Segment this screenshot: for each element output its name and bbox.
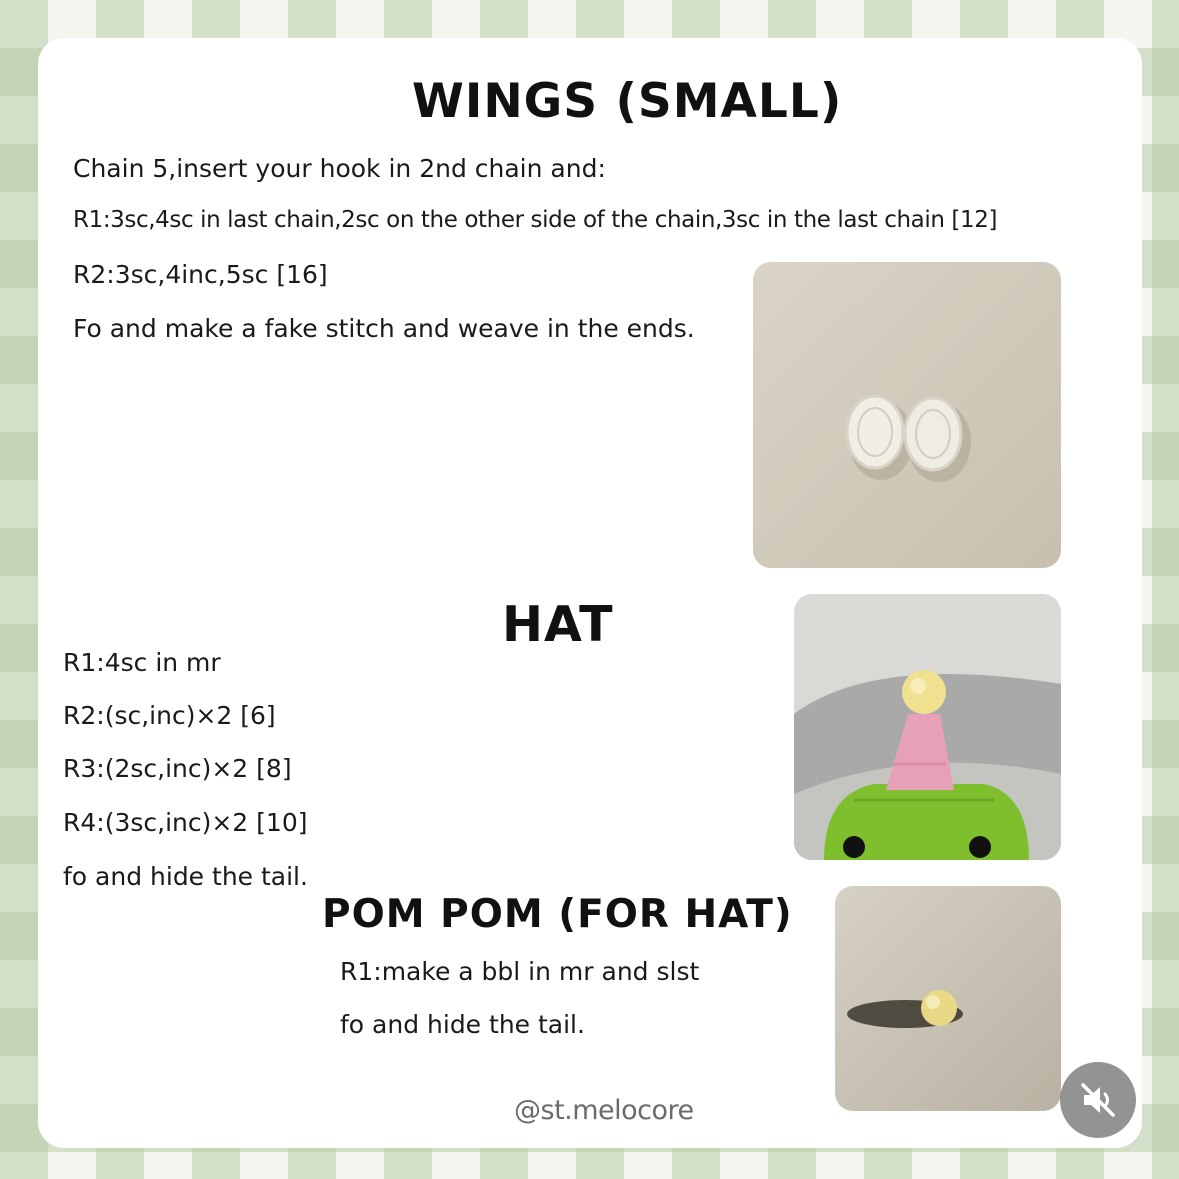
hat-photo-image bbox=[794, 594, 1061, 860]
wings-line-4: Fo and make a fake stitch and weave in the ends. bbox=[73, 314, 695, 343]
pompom-line-2: fo and hide the tail. bbox=[340, 1010, 585, 1039]
pompom-photo-image bbox=[835, 886, 1061, 1111]
hat-heading: HAT bbox=[502, 596, 614, 653]
pompom-heading: POM POM (FOR HAT) bbox=[322, 892, 793, 937]
credit-handle: @st.melocore bbox=[514, 1095, 694, 1126]
pompom-line-1: R1:make a bbl in mr and slst bbox=[340, 957, 700, 986]
pompom-photo bbox=[835, 886, 1061, 1111]
speaker-muted-icon bbox=[1078, 1080, 1118, 1120]
hat-line-3: R3:(2sc,inc)×2 [8] bbox=[63, 754, 292, 783]
hat-line-2: R2:(sc,inc)×2 [6] bbox=[63, 701, 276, 730]
wings-line-2: R1:3sc,4sc in last chain,2sc on the other side of the chain,3sc in the last chain [12] bbox=[73, 207, 998, 233]
hat-line-4: R4:(3sc,inc)×2 [10] bbox=[63, 808, 308, 837]
wings-heading: WINGS (SMALL) bbox=[412, 74, 843, 129]
hat-line-1: R1:4sc in mr bbox=[63, 648, 221, 677]
hat-photo bbox=[794, 594, 1061, 860]
wings-line-3: R2:3sc,4inc,5sc [16] bbox=[73, 260, 328, 289]
hat-line-5: fo and hide the tail. bbox=[63, 862, 308, 891]
wings-photo-image bbox=[753, 262, 1061, 568]
mute-button[interactable] bbox=[1060, 1062, 1136, 1138]
wings-photo bbox=[753, 262, 1061, 568]
wings-line-1: Chain 5,insert your hook in 2nd chain and: bbox=[73, 154, 606, 183]
